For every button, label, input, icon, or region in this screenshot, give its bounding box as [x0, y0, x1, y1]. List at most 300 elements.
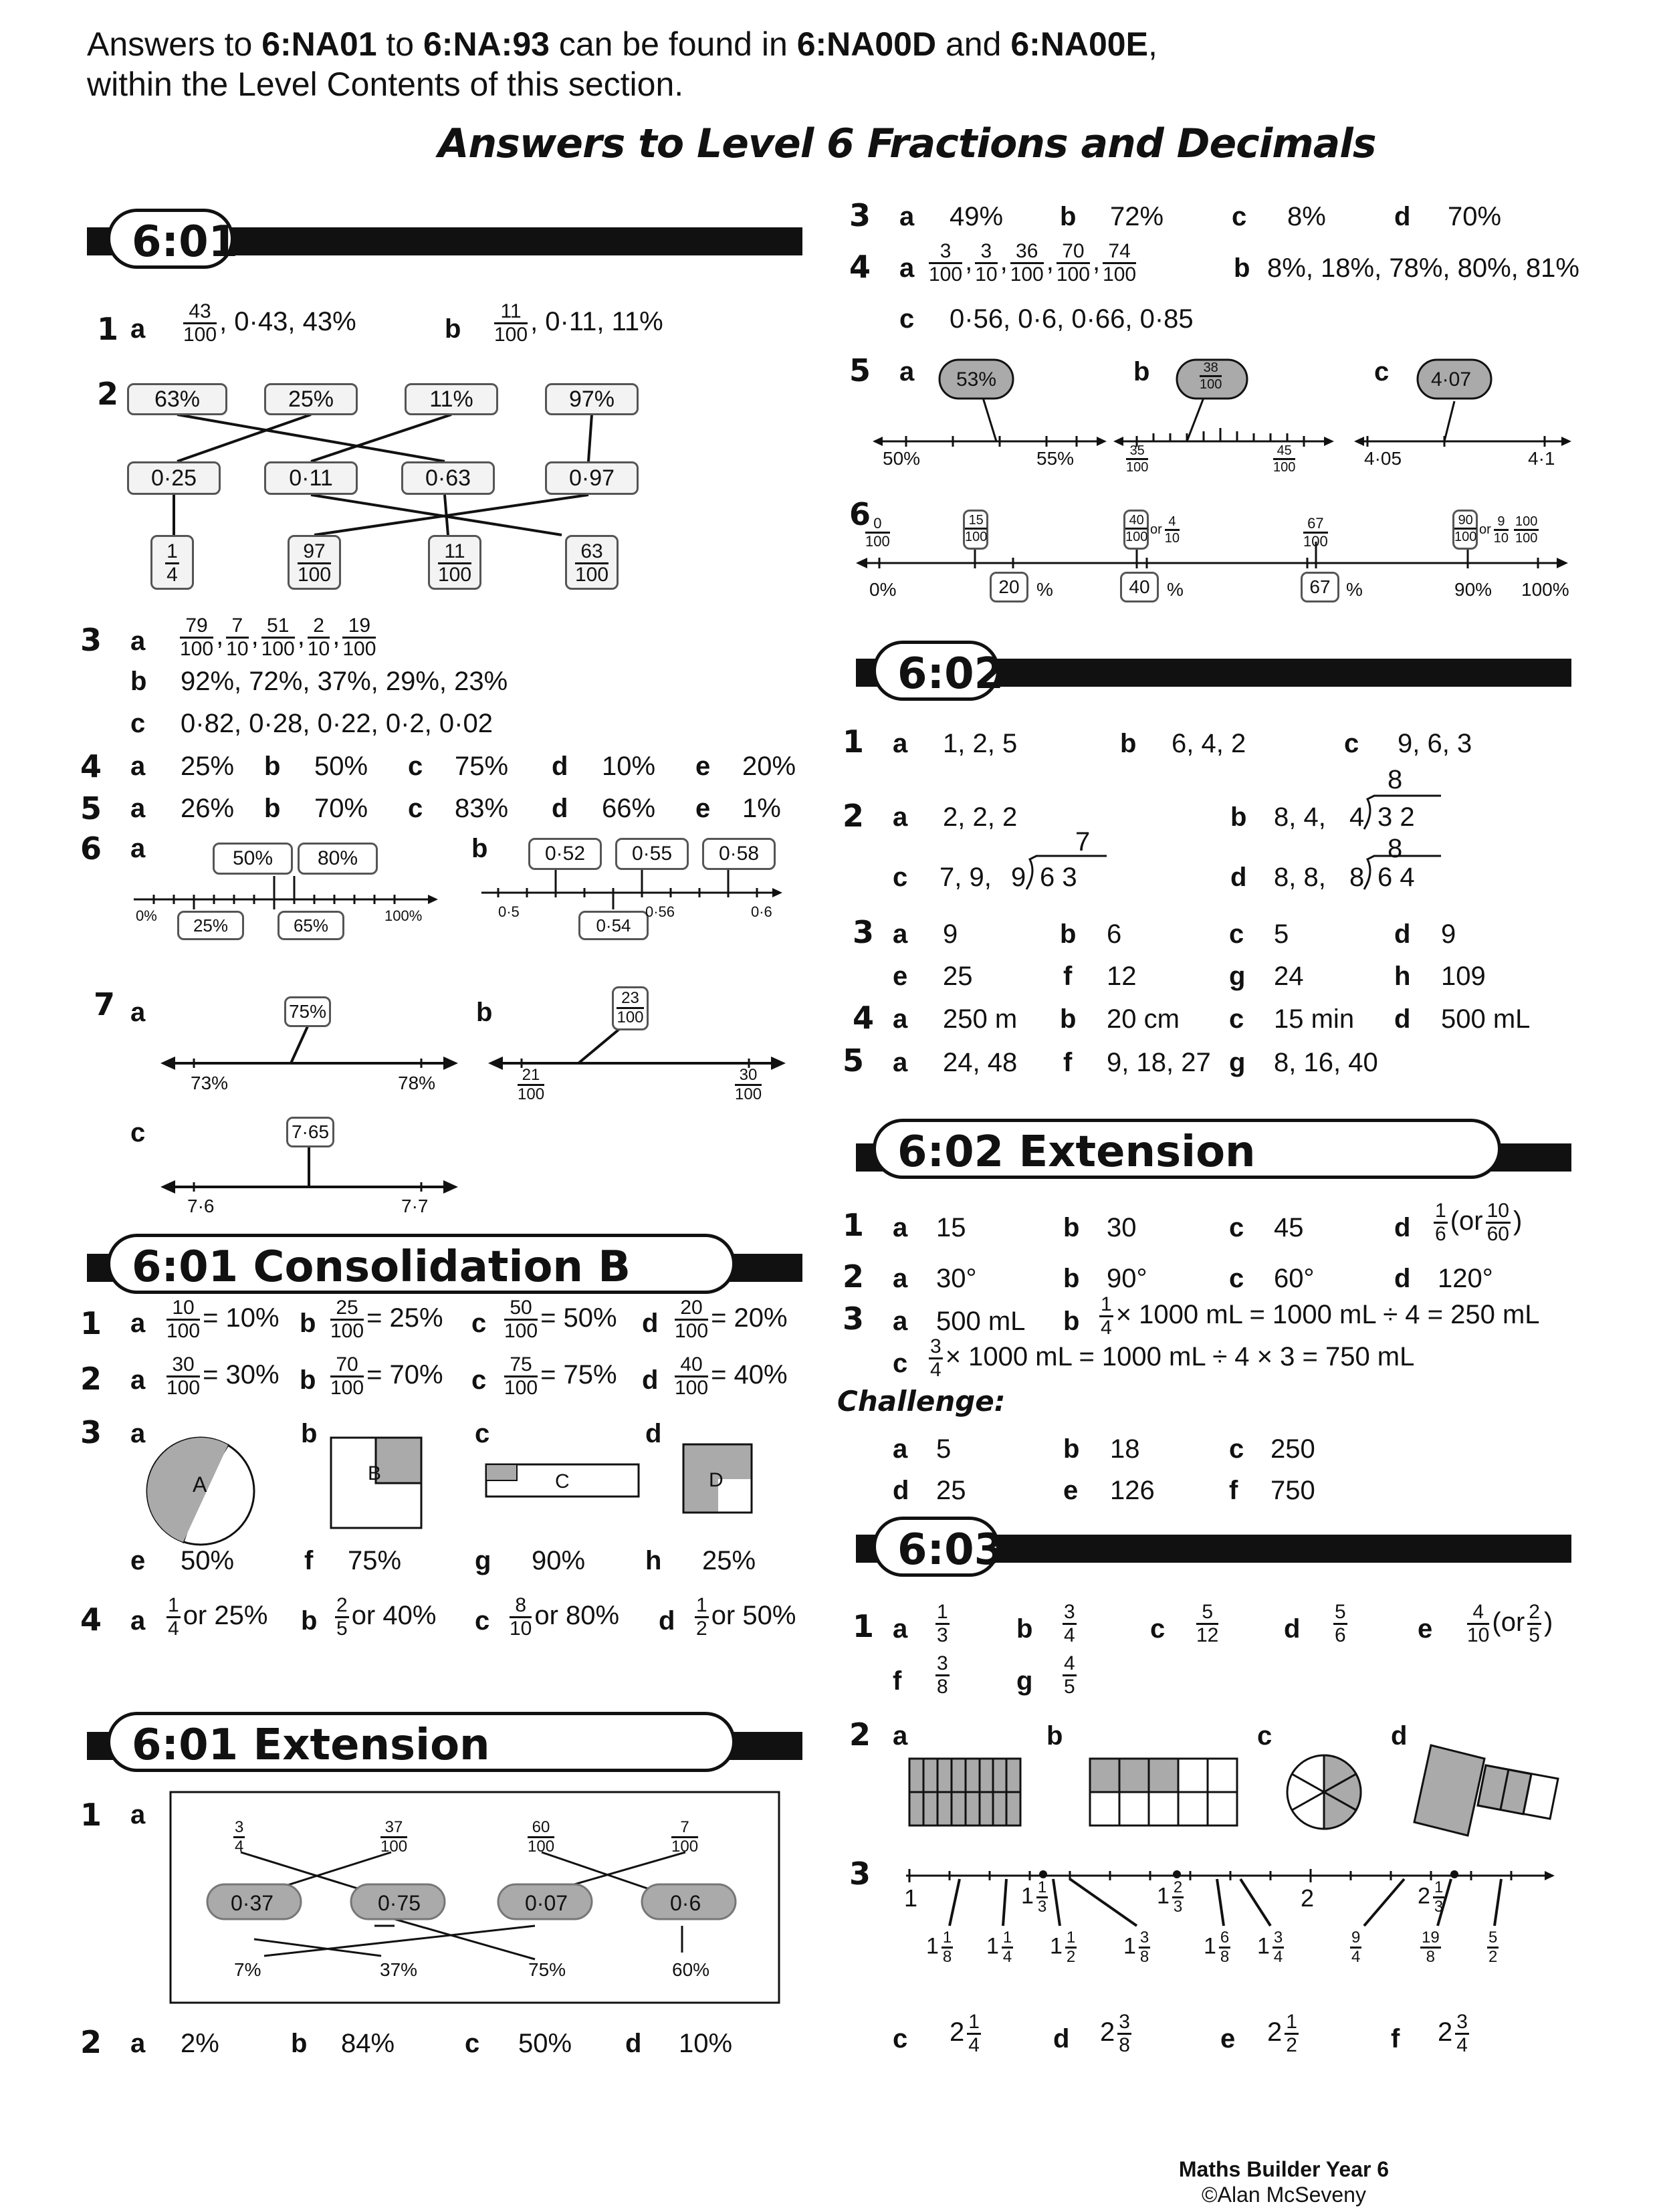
section-header-601: 6:01: [107, 209, 234, 269]
mixed-number: 1 $\frac{1}{2}$: [1050, 1928, 1076, 1966]
number-line-end: 55%: [1036, 448, 1075, 469]
number-line-label: 0·55: [615, 838, 689, 870]
section-header-602: 6:02: [873, 641, 1000, 701]
s602-q5g: 8, 16, 40: [1274, 1048, 1378, 1077]
axis-label: 2: [1301, 1884, 1315, 1912]
s602-q3d: 9: [1441, 919, 1456, 949]
part-label: c: [893, 2024, 908, 2054]
part-label: a: [893, 1434, 908, 1464]
extension-percent: 75%: [528, 1959, 566, 1980]
s602-q1b: 6, 4, 2: [1172, 729, 1246, 758]
question-number: 1: [843, 1207, 865, 1243]
fraction: $\frac{43}{100}$: [183, 300, 217, 346]
part-label: b: [1133, 357, 1150, 386]
extension-decimal: 0·6: [670, 1891, 701, 1915]
ext2-q2a: 30°: [936, 1264, 977, 1293]
part-label: c: [475, 1606, 490, 1636]
fraction: $\frac{5}{2}$: [1488, 1928, 1498, 1966]
part-label: a: [893, 1213, 908, 1242]
question-number: 1: [97, 311, 119, 347]
number-line-answer: 40: [1120, 572, 1159, 602]
long-division: 8: [1388, 834, 1403, 863]
cb-q1c: $\frac{50}{100}$ = 50%: [504, 1297, 617, 1342]
part-label: b: [291, 2029, 308, 2058]
s601-q5e: 1%: [742, 794, 781, 823]
number-line-frac: $\frac{0}{100}$: [865, 514, 890, 550]
part-label: c: [893, 863, 908, 892]
part-label: e: [1220, 2024, 1236, 2054]
part-label: c: [899, 304, 915, 334]
part-label: d: [1394, 1213, 1411, 1242]
s602-q3a: 9: [943, 919, 958, 949]
cb-q1b: $\frac{25}{100}$ = 25%: [330, 1297, 443, 1342]
number-line-label: $\frac{23}{100}$: [612, 986, 649, 1030]
number-line-label: 50%: [213, 843, 293, 875]
axis-label: 1: [904, 1884, 918, 1912]
s603-q1g: $\frac{4}{5}$: [1064, 1652, 1075, 1698]
question-number: 3: [80, 1414, 102, 1450]
part-label: c: [1150, 1614, 1166, 1644]
s602-q2a: 2, 2, 2: [943, 802, 1018, 832]
question-number: 5: [849, 352, 871, 389]
number-line-frac: $\frac{90}{100}$: [1452, 510, 1478, 550]
shape-label: C: [555, 1470, 570, 1492]
s602-q5f: 9, 18, 27: [1107, 1048, 1211, 1077]
s603-q3d: 2 $\frac{3}{8}$: [1100, 2011, 1130, 2056]
long-division: 3 2: [1377, 802, 1415, 832]
part-label: d: [1391, 1721, 1408, 1751]
long-division: 9: [1011, 863, 1026, 892]
part-label: a: [899, 357, 915, 386]
s602-q3c: 5: [1274, 919, 1289, 949]
part-label: g: [1229, 962, 1246, 991]
s601-q4b: 50%: [314, 752, 368, 781]
cb-q3f: 75%: [348, 1546, 402, 1575]
part-label: d: [552, 794, 568, 823]
cb-q2c: $\frac{75}{100}$ = 75%: [504, 1353, 617, 1399]
r-q3b: 72%: [1110, 202, 1164, 231]
part-label: b: [1060, 1004, 1077, 1034]
match-box: 97%: [545, 383, 639, 415]
ext2-q1d: $\frac{1}{6}$ (or $\frac{10}{60}$ ): [1435, 1200, 1523, 1245]
section-header-602-extension: 6:02 Extension: [873, 1119, 1501, 1179]
fraction: $\frac{11}{100}$: [494, 300, 528, 346]
extension-percent: 60%: [672, 1959, 710, 1980]
s602-q5a: 24, 48: [943, 1048, 1018, 1077]
s601-q4d: 10%: [602, 752, 656, 781]
r-q4b: 8%, 18%, 78%, 80%, 81%: [1267, 253, 1579, 283]
match-box: 63%: [127, 383, 227, 415]
mixed-number: 1 $\frac{6}{8}$: [1204, 1928, 1230, 1966]
question-number: 5: [843, 1042, 865, 1079]
part-label: f: [304, 1546, 314, 1575]
part-label: a: [130, 752, 146, 781]
cb-q2b: $\frac{70}{100}$ = 70%: [330, 1353, 443, 1399]
part-label: a: [899, 253, 915, 283]
footer-title: Maths Builder Year 6: [1178, 2157, 1390, 2181]
s602-q2b: 8, 4,: [1274, 802, 1326, 832]
part-label: a: [130, 834, 146, 863]
cb-q3h: 25%: [702, 1546, 756, 1575]
number-line-label: 25%: [177, 911, 244, 940]
number-line-or: or $\frac{4}{10}$: [1150, 514, 1180, 546]
question-number: 3: [849, 1856, 871, 1892]
question-number: 4: [80, 748, 102, 784]
challenge-e: 126: [1110, 1476, 1155, 1505]
match-box: 25%: [264, 383, 358, 415]
number-line-end: 0%: [869, 579, 897, 600]
ext-q2d: 10%: [679, 2029, 733, 2058]
match-box: $\frac{63}{100}$: [565, 535, 619, 590]
part-label: c: [471, 1309, 487, 1338]
challenge-b: 18: [1110, 1434, 1140, 1464]
extension-percent: 7%: [234, 1959, 261, 1980]
question-number: 4: [849, 249, 871, 285]
s602-q1a: 1, 2, 5: [943, 729, 1018, 758]
s603-q3f: 2 $\frac{3}{4}$: [1438, 2011, 1468, 2056]
part-label: e: [1063, 1476, 1079, 1505]
part-label: b: [1046, 1721, 1063, 1751]
part-label: a: [893, 1614, 908, 1644]
s601-q3a-answer: $\frac{79}{100}$ , $\frac{7}{10}$ , $\frac{51}{100}$ , $\frac{2}{10}$ , $\frac{19}{100}$: [180, 615, 376, 660]
number-line-end: 50%: [883, 448, 921, 469]
part-label: a: [130, 1365, 146, 1395]
part-label: d: [1230, 863, 1247, 892]
part-label: f: [1391, 2024, 1400, 2054]
footer-copyright: ©Alan McSeveny: [1202, 2183, 1366, 2207]
number-line-end: 4·1: [1528, 448, 1555, 469]
question-number: 3: [80, 622, 102, 658]
cb-q4d: $\frac{1}{2}$ or 50%: [696, 1594, 796, 1640]
number-line-label: 0·54: [578, 911, 649, 940]
mixed-number: 1 $\frac{3}{4}$: [1257, 1928, 1283, 1966]
r-q3a: 49%: [950, 202, 1004, 231]
question-number: 2: [843, 1258, 865, 1295]
shape-label: D: [709, 1469, 724, 1491]
question-number: 3: [843, 1301, 865, 1337]
part-label: b: [471, 834, 488, 863]
part-label: b: [476, 998, 493, 1027]
r-q3c: 8%: [1287, 202, 1326, 231]
s602-q4a: 250 m: [943, 1004, 1018, 1034]
part-label: b: [1120, 729, 1137, 758]
mixed-number: 1 $\frac{1}{3}$: [1021, 1878, 1047, 1916]
number-line-end: $\frac{35}{100}$: [1126, 443, 1149, 475]
question-number: 1: [843, 724, 865, 760]
part-label: c: [1344, 729, 1359, 758]
part-label: c: [1229, 1264, 1244, 1293]
long-division: 8: [1349, 863, 1365, 892]
question-number: 5: [80, 790, 102, 826]
part-label: a: [893, 1307, 908, 1336]
intro-line-1: Answers to 6:NA01 to 6:NA:93 can be found in 6:NA00D and 6:NA00E,: [87, 25, 1157, 63]
s601-q4c: 75%: [455, 752, 509, 781]
s602-q3f: 12: [1107, 962, 1137, 991]
cb-q1a: $\frac{10}{100}$ = 10%: [167, 1297, 280, 1342]
part-label: a: [893, 919, 908, 949]
part-label: f: [1063, 1048, 1073, 1077]
number-line-end: $\frac{21}{100}$: [518, 1066, 545, 1103]
match-box: 11%: [405, 383, 498, 415]
mixed-number: 1 $\frac{1}{8}$: [926, 1928, 952, 1966]
part-label: c: [1374, 357, 1390, 386]
cb-q4c: $\frac{8}{10}$ or 80%: [510, 1594, 620, 1640]
part-label: a: [893, 1264, 908, 1293]
part-label: b: [1060, 919, 1077, 949]
ext2-q3a: 500 mL: [936, 1307, 1026, 1336]
part-label: b: [1016, 1614, 1033, 1644]
number-line-answer: 20: [990, 572, 1028, 602]
part-label: c: [1257, 1721, 1273, 1751]
part-label: e: [695, 752, 711, 781]
part-label: a: [893, 1004, 908, 1034]
part-label: c: [408, 794, 423, 823]
part-label: c: [1229, 1434, 1244, 1464]
s602-q3e: 25: [943, 962, 973, 991]
number-line-frac: $\frac{67}{100}$: [1303, 514, 1328, 550]
percent-sign: %: [1346, 579, 1363, 600]
s601-q5a: 26%: [181, 794, 235, 823]
match-box: $\frac{1}{4}$: [150, 535, 194, 590]
part-label: b: [300, 1309, 316, 1338]
part-label: a: [130, 998, 146, 1027]
number-line-end: 7·7: [401, 1196, 429, 1216]
number-line-end: 78%: [398, 1073, 436, 1093]
part-label: a: [893, 1048, 908, 1077]
shape-label: A: [193, 1472, 207, 1497]
long-division: 4: [1349, 802, 1365, 832]
part-label: b: [1063, 1307, 1080, 1336]
question-number: 1: [80, 1797, 102, 1833]
question-number: 3: [853, 914, 875, 950]
part-label: b: [1063, 1213, 1080, 1242]
question-number: 2: [80, 2024, 102, 2060]
section-header-601-consolidation-b: 6:01 Consolidation B: [107, 1234, 736, 1294]
s602-q4c: 15 min: [1274, 1004, 1355, 1034]
ext2-q3c: $\frac{3}{4}$ × 1000 mL = 1000 mL ÷ 4 × 3 = 750 mL: [930, 1335, 1415, 1381]
cb-q3e: 50%: [181, 1546, 235, 1575]
extension-decimal: 0·07: [525, 1891, 568, 1915]
ext2-q1c: 45: [1274, 1213, 1304, 1242]
number-line-end: 90%: [1454, 579, 1492, 600]
shape-label: B: [368, 1462, 382, 1484]
challenge-f: 750: [1270, 1476, 1315, 1505]
question-number: 2: [843, 798, 865, 834]
ext2-q3b: $\frac{1}{4}$ × 1000 mL = 1000 mL ÷ 4 = 250 mL: [1101, 1293, 1540, 1339]
part-label: c: [475, 1419, 490, 1448]
number-line-end: 73%: [191, 1073, 229, 1093]
part-label: f: [1229, 1476, 1238, 1505]
s601-q5b: 70%: [314, 794, 368, 823]
part-label: c: [471, 1365, 487, 1395]
fraction: $\frac{9}{4}$: [1351, 1928, 1361, 1966]
s602-q3b: 6: [1107, 919, 1122, 949]
s601-q1b-answer: $\frac{11}{100}$ , 0·11, 11%: [494, 300, 663, 346]
number-line-frac: $\frac{15}{100}$: [963, 510, 988, 550]
cb-q2d: $\frac{40}{100}$ = 40%: [675, 1353, 788, 1399]
match-box: 0·25: [127, 461, 221, 495]
bubble-label: $\frac{38}{100}$: [1200, 360, 1222, 392]
question-number: 2: [97, 376, 119, 412]
intro-line-2: within the Level Contents of this section.: [87, 66, 684, 103]
part-label: b: [300, 1365, 316, 1395]
part-label: d: [1284, 1614, 1301, 1644]
part-label: g: [475, 1546, 491, 1575]
number-line-label: 65%: [278, 911, 344, 940]
question-number: 6: [80, 831, 102, 867]
s602-q4b: 20 cm: [1107, 1004, 1180, 1034]
s601-q5d: 66%: [602, 794, 656, 823]
s603-q1f: $\frac{3}{8}$: [937, 1652, 948, 1698]
r-q3d: 70%: [1448, 202, 1502, 231]
question-number: 1: [853, 1608, 875, 1644]
number-line-end: 100%: [384, 907, 423, 924]
number-line-end: 0·6: [751, 903, 772, 920]
long-division: 7: [1075, 827, 1091, 857]
match-box: 0·11: [264, 461, 358, 495]
s603-q3e: 2 $\frac{1}{2}$: [1267, 2011, 1297, 2056]
s602-q1c: 9, 6, 3: [1398, 729, 1472, 758]
bubble-label: 53%: [956, 368, 997, 391]
part-label: h: [1394, 962, 1411, 991]
part-label: a: [893, 729, 908, 758]
r-q4c: 0·56, 0·6, 0·66, 0·85: [950, 304, 1194, 334]
s602-q3h: 109: [1441, 962, 1486, 991]
s601-q4a: 25%: [181, 752, 235, 781]
number-line-label: 0·52: [528, 838, 602, 870]
long-division: 6 3: [1040, 863, 1077, 892]
s602-q2c: 7, 9,: [939, 863, 992, 892]
number-line-answer: 67: [1301, 572, 1339, 602]
part-label: a: [893, 802, 908, 832]
mixed-number: 1 $\frac{1}{4}$: [986, 1928, 1012, 1966]
part-label: f: [893, 1666, 902, 1696]
part-label: c: [130, 1118, 146, 1147]
s601-q4e: 20%: [742, 752, 796, 781]
part-label: a: [130, 1309, 146, 1338]
ext2-q1b: 30: [1107, 1213, 1137, 1242]
s603-q1b: $\frac{3}{4}$: [1064, 1601, 1075, 1646]
part-label: d: [1053, 2024, 1070, 2054]
part-label: a: [130, 314, 146, 344]
long-division: 8: [1388, 765, 1403, 794]
part-label: d: [1394, 202, 1411, 231]
extension-decimal: 0·75: [378, 1891, 421, 1915]
challenge-a: 5: [936, 1434, 952, 1464]
match-box: $\frac{97}{100}$: [288, 535, 341, 590]
question-number: 4: [853, 1000, 875, 1036]
ext2-q1a: 15: [936, 1213, 966, 1242]
part-label: a: [130, 1800, 146, 1830]
number-line-end: 0·5: [498, 903, 520, 920]
extension-fraction: $\frac{3}{4}$: [235, 1818, 244, 1856]
part-label: h: [645, 1546, 662, 1575]
number-line-end: 0·56: [645, 903, 675, 920]
section-header-603: 6:03: [873, 1517, 1000, 1577]
part-label: b: [1063, 1434, 1080, 1464]
s603-q1c: $\frac{5}{12}$: [1196, 1601, 1219, 1646]
part-label: d: [625, 2029, 642, 2058]
ext2-q2d: 120°: [1438, 1264, 1493, 1293]
s603-q3c: 2 $\frac{1}{4}$: [950, 2011, 980, 2056]
part-label: e: [695, 794, 711, 823]
s603-q1d: $\frac{5}{6}$: [1335, 1601, 1346, 1646]
part-label: d: [552, 752, 568, 781]
s601-q1a-answer: $\frac{43}{100}$ , 0·43, 43%: [183, 300, 356, 346]
challenge-heading: Challenge:: [837, 1385, 1006, 1418]
mixed-number: 1 $\frac{2}{3}$: [1157, 1878, 1183, 1916]
long-division: 6 4: [1377, 863, 1415, 892]
part-label: c: [465, 2029, 480, 2058]
extension-fraction: $\frac{37}{100}$: [380, 1818, 408, 1856]
challenge-c: 250: [1270, 1434, 1315, 1464]
bubble-label: 4·07: [1431, 368, 1472, 391]
number-line-end: 100%: [1521, 579, 1569, 600]
extension-decimal: 0·37: [231, 1891, 274, 1915]
number-line-end: 0%: [136, 907, 157, 924]
part-label: e: [1418, 1614, 1433, 1644]
question-number: 1: [80, 1305, 102, 1341]
s602-q3g: 24: [1274, 962, 1304, 991]
s602-q4d: 500 mL: [1441, 1004, 1531, 1034]
part-label: b: [264, 794, 281, 823]
part-label: b: [1234, 253, 1250, 283]
section-header-601-extension: 6:01 Extension: [107, 1712, 736, 1772]
part-label: d: [659, 1606, 675, 1636]
cb-q2a: $\frac{30}{100}$ = 30%: [167, 1353, 280, 1399]
part-label: a: [130, 794, 146, 823]
part-label: d: [1394, 1004, 1411, 1034]
fraction: $\frac{19}{8}$: [1422, 1928, 1440, 1966]
number-line-label: 7·65: [286, 1117, 334, 1147]
part-label: b: [1063, 1264, 1080, 1293]
match-box: 0·63: [401, 461, 495, 495]
percent-sign: %: [1167, 579, 1184, 600]
extension-fraction: $\frac{7}{100}$: [671, 1818, 699, 1856]
part-label: e: [130, 1546, 146, 1575]
r-q4a: $\frac{3}{100}$ , $\frac{3}{10}$ , $\frac{36}{100}$ , $\frac{70}{100}$ , $\frac{74}{100}$: [929, 240, 1137, 286]
part-label: d: [642, 1309, 659, 1338]
part-label: c: [1229, 1004, 1244, 1034]
question-number: 3: [849, 197, 871, 233]
part-label: g: [1016, 1666, 1033, 1696]
part-label: b: [264, 752, 281, 781]
part-label: b: [130, 667, 147, 696]
ext-q2a: 2%: [181, 2029, 219, 2058]
cb-q3g: 90%: [532, 1546, 586, 1575]
match-box: 0·97: [545, 461, 639, 495]
number-line-end: $\frac{45}{100}$: [1273, 443, 1296, 475]
part-label: b: [301, 1606, 318, 1636]
number-line-or: or $\frac{9}{10}$ $\frac{100}{100}$: [1479, 514, 1538, 546]
part-label: c: [1229, 1213, 1244, 1242]
number-line-end: $\frac{30}{100}$: [735, 1066, 762, 1103]
cb-q4b: $\frac{2}{5}$ or 40%: [336, 1594, 437, 1640]
number-line-end: 4·05: [1364, 448, 1402, 469]
s601-q3b-answer: 92%, 72%, 37%, 29%, 23%: [181, 667, 508, 696]
part-label: d: [645, 1419, 662, 1448]
ext-q2c: 50%: [518, 2029, 572, 2058]
mixed-number: 1 $\frac{3}{8}$: [1123, 1928, 1149, 1966]
part-label: a: [899, 202, 915, 231]
part-label: c: [1232, 202, 1247, 231]
number-line-label: 80%: [298, 843, 378, 875]
number-line-end: 7·6: [187, 1196, 215, 1216]
s603-q1e: $\frac{4}{10}$ (or $\frac{2}{5}$ ): [1467, 1601, 1553, 1646]
number-line-label: 75%: [284, 996, 331, 1027]
part-label: b: [1230, 802, 1247, 832]
s601-q3c-answer: 0·82, 0·28, 0·22, 0·2, 0·02: [181, 709, 493, 738]
